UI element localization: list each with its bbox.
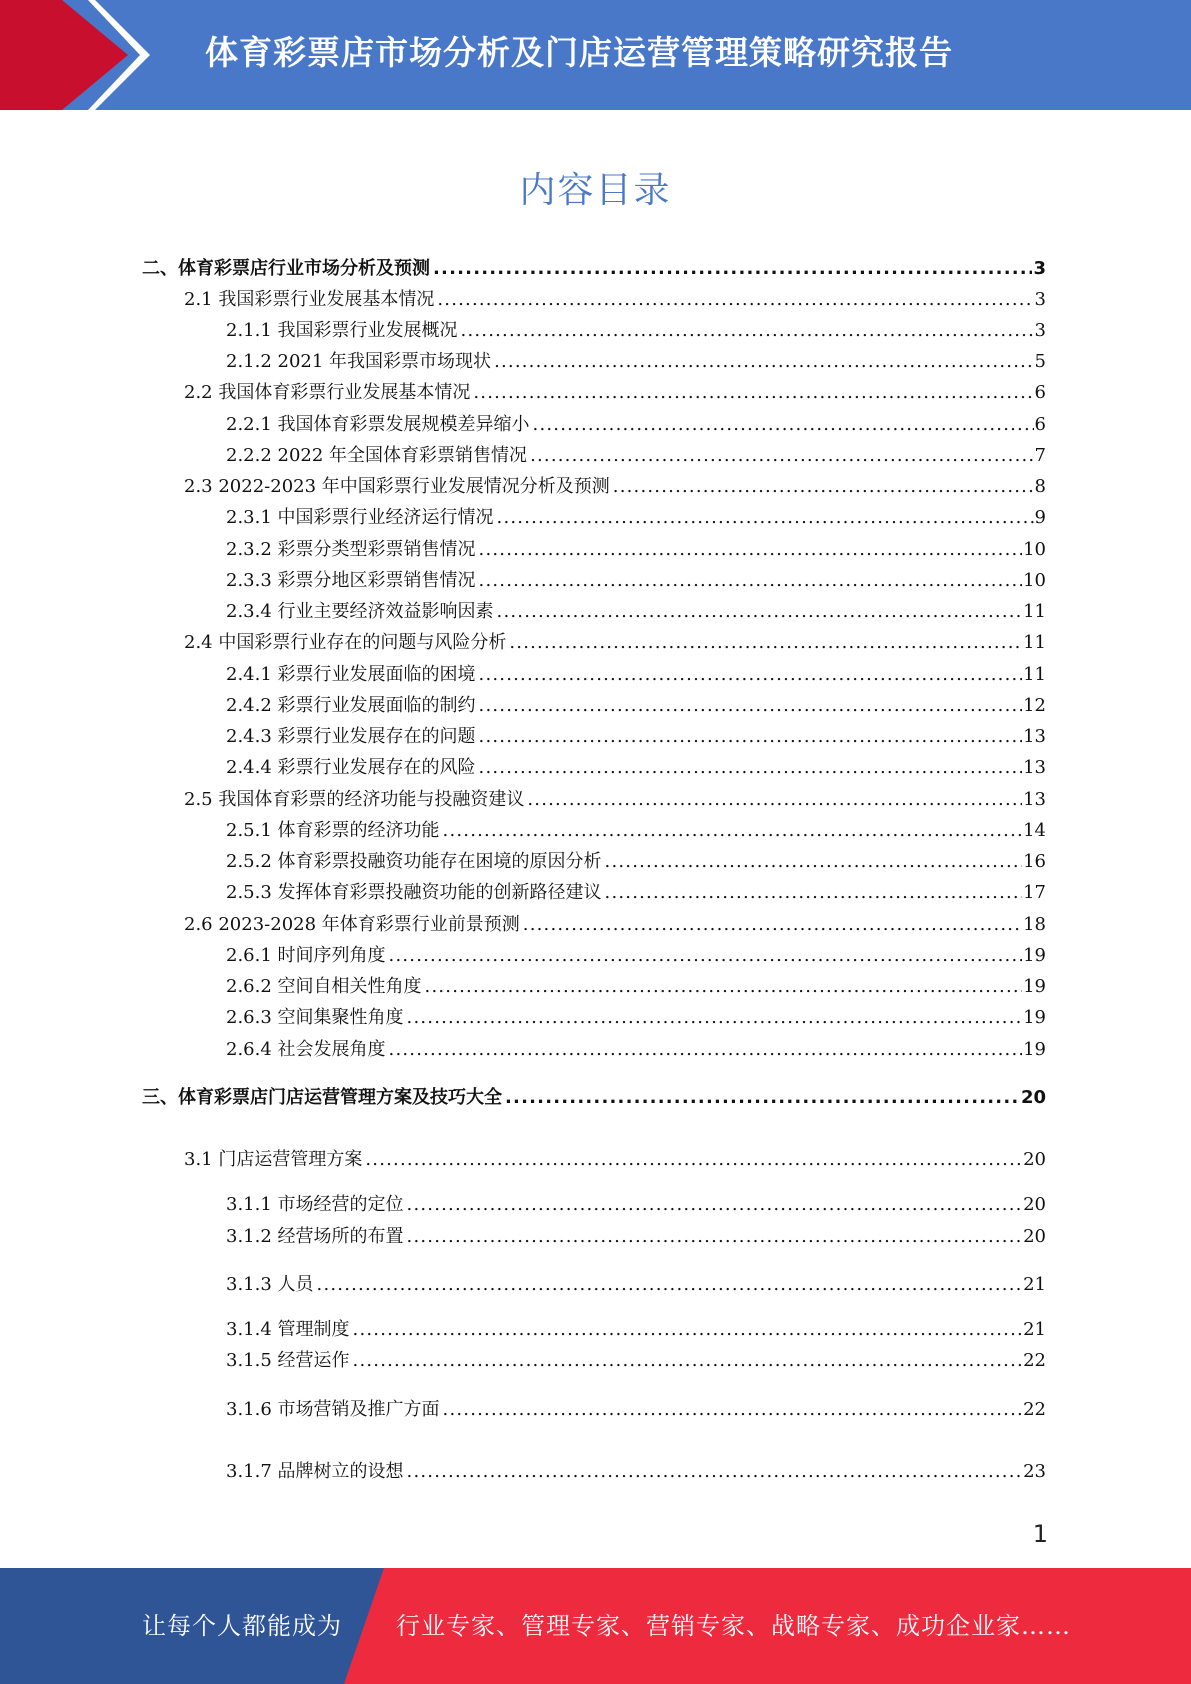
toc-entry[interactable]: 2.2 我国体育彩票行业发展基本情况 ..... 6 — [184, 378, 1046, 406]
toc-entry[interactable]: 2.4.2 彩票行业发展面临的制约 ..... 12 — [226, 691, 1046, 719]
toc-title: 内容目录 — [519, 170, 672, 211]
toc-entry[interactable]: 2.3.4 行业主要经济效益影响因素 ..... 11 — [226, 597, 1046, 625]
toc-entry[interactable]: 3.1.6 市场营销及推广方面 ..... 22 — [226, 1395, 1046, 1423]
toc-entry[interactable]: 2.5.3 发挥体育彩票投融资功能的创新路径建议 ..... 17 — [226, 878, 1046, 906]
footer-slogan-left: 让每个人都能成为 — [142, 1612, 342, 1640]
toc-entry[interactable]: 2.6.3 空间集聚性角度 ..... 19 — [226, 1003, 1046, 1031]
toc-entry[interactable]: 2.3 2022-2023 年中国彩票行业发展情况分析及预测 ..... 8 — [184, 472, 1046, 500]
toc-entry[interactable]: 2.6.2 空间自相关性角度 ..... 19 — [226, 972, 1046, 1000]
report-title: 体育彩票店市场分析及门店运营管理策略研究报告 — [205, 33, 953, 72]
toc-entry[interactable]: 2.5.1 体育彩票的经济功能 ..... 14 — [226, 816, 1046, 844]
footer-banner — [0, 1568, 1191, 1684]
toc-entry[interactable]: 2.3.3 彩票分地区彩票销售情况 ..... 10 — [226, 566, 1046, 594]
toc-entry[interactable]: 2.6.4 社会发展角度 ..... 19 — [226, 1035, 1046, 1063]
toc-entry[interactable]: 2.2.2 2022 年全国体育彩票销售情况 ..... 7 — [226, 441, 1046, 469]
toc-entry[interactable]: 3.1.3 人员 ..... 21 — [226, 1270, 1046, 1298]
page-number: 1 — [1032, 1520, 1048, 1548]
toc-entry[interactable]: 3.1.5 经营运作 ..... 22 — [226, 1346, 1046, 1374]
toc-entry[interactable]: 2.4.4 彩票行业发展存在的风险 ..... 13 — [226, 753, 1046, 781]
toc-entry[interactable]: 2.6 2023-2028 年体育彩票行业前景预测 ..... 18 — [184, 910, 1046, 938]
toc-entry[interactable]: 2.4 中国彩票行业存在的问题与风险分析 ..... 11 — [184, 628, 1046, 656]
toc-entry[interactable]: 3.1.4 管理制度 ..... 21 — [226, 1315, 1046, 1343]
toc-entry[interactable]: 2.1.2 2021 年我国彩票市场现状 ..... 5 — [226, 347, 1046, 375]
toc-entry[interactable]: 2.1 我国彩票行业发展基本情况 ..... 3 — [184, 285, 1046, 313]
toc-entry[interactable]: 2.2.1 我国体育彩票发展规模差异缩小 ..... 6 — [226, 410, 1046, 438]
toc-entry[interactable]: 3.1.7 品牌树立的设想 ..... 23 — [226, 1457, 1046, 1485]
toc-entry[interactable]: 2.4.3 彩票行业发展存在的问题 ..... 13 — [226, 722, 1046, 750]
toc-entry[interactable]: 2.3.1 中国彩票行业经济运行情况 ..... 9 — [226, 503, 1046, 531]
header-banner — [0, 0, 1191, 110]
toc-entry[interactable]: 2.5.2 体育彩票投融资功能存在困境的原因分析 ..... 16 — [226, 847, 1046, 875]
toc-entry[interactable]: 2.3.2 彩票分类型彩票销售情况 ..... 10 — [226, 535, 1046, 563]
toc-entry[interactable]: 二、体育彩票店行业市场分析及预测 ..... 3 — [142, 254, 1046, 282]
toc-entry[interactable]: 2.1.1 我国彩票行业发展概况 ..... 3 — [226, 316, 1046, 344]
toc-entry[interactable]: 3.1 门店运营管理方案 ..... 20 — [184, 1145, 1046, 1173]
toc-entry[interactable]: 2.4.1 彩票行业发展面临的困境 ..... 11 — [226, 660, 1046, 688]
toc-entry[interactable]: 2.5 我国体育彩票的经济功能与投融资建议 ..... 13 — [184, 785, 1046, 813]
toc-entry[interactable]: 2.6.1 时间序列角度 ..... 19 — [226, 941, 1046, 969]
footer-slogan-right: 行业专家、管理专家、营销专家、战略专家、成功企业家…… — [396, 1612, 1071, 1640]
toc-entry[interactable]: 三、体育彩票店门店运营管理方案及技巧大全 ..... 20 — [142, 1083, 1046, 1111]
toc-entry[interactable]: 3.1.2 经营场所的布置 ..... 20 — [226, 1222, 1046, 1250]
toc-entry[interactable]: 3.1.1 市场经营的定位 ..... 20 — [226, 1190, 1046, 1218]
